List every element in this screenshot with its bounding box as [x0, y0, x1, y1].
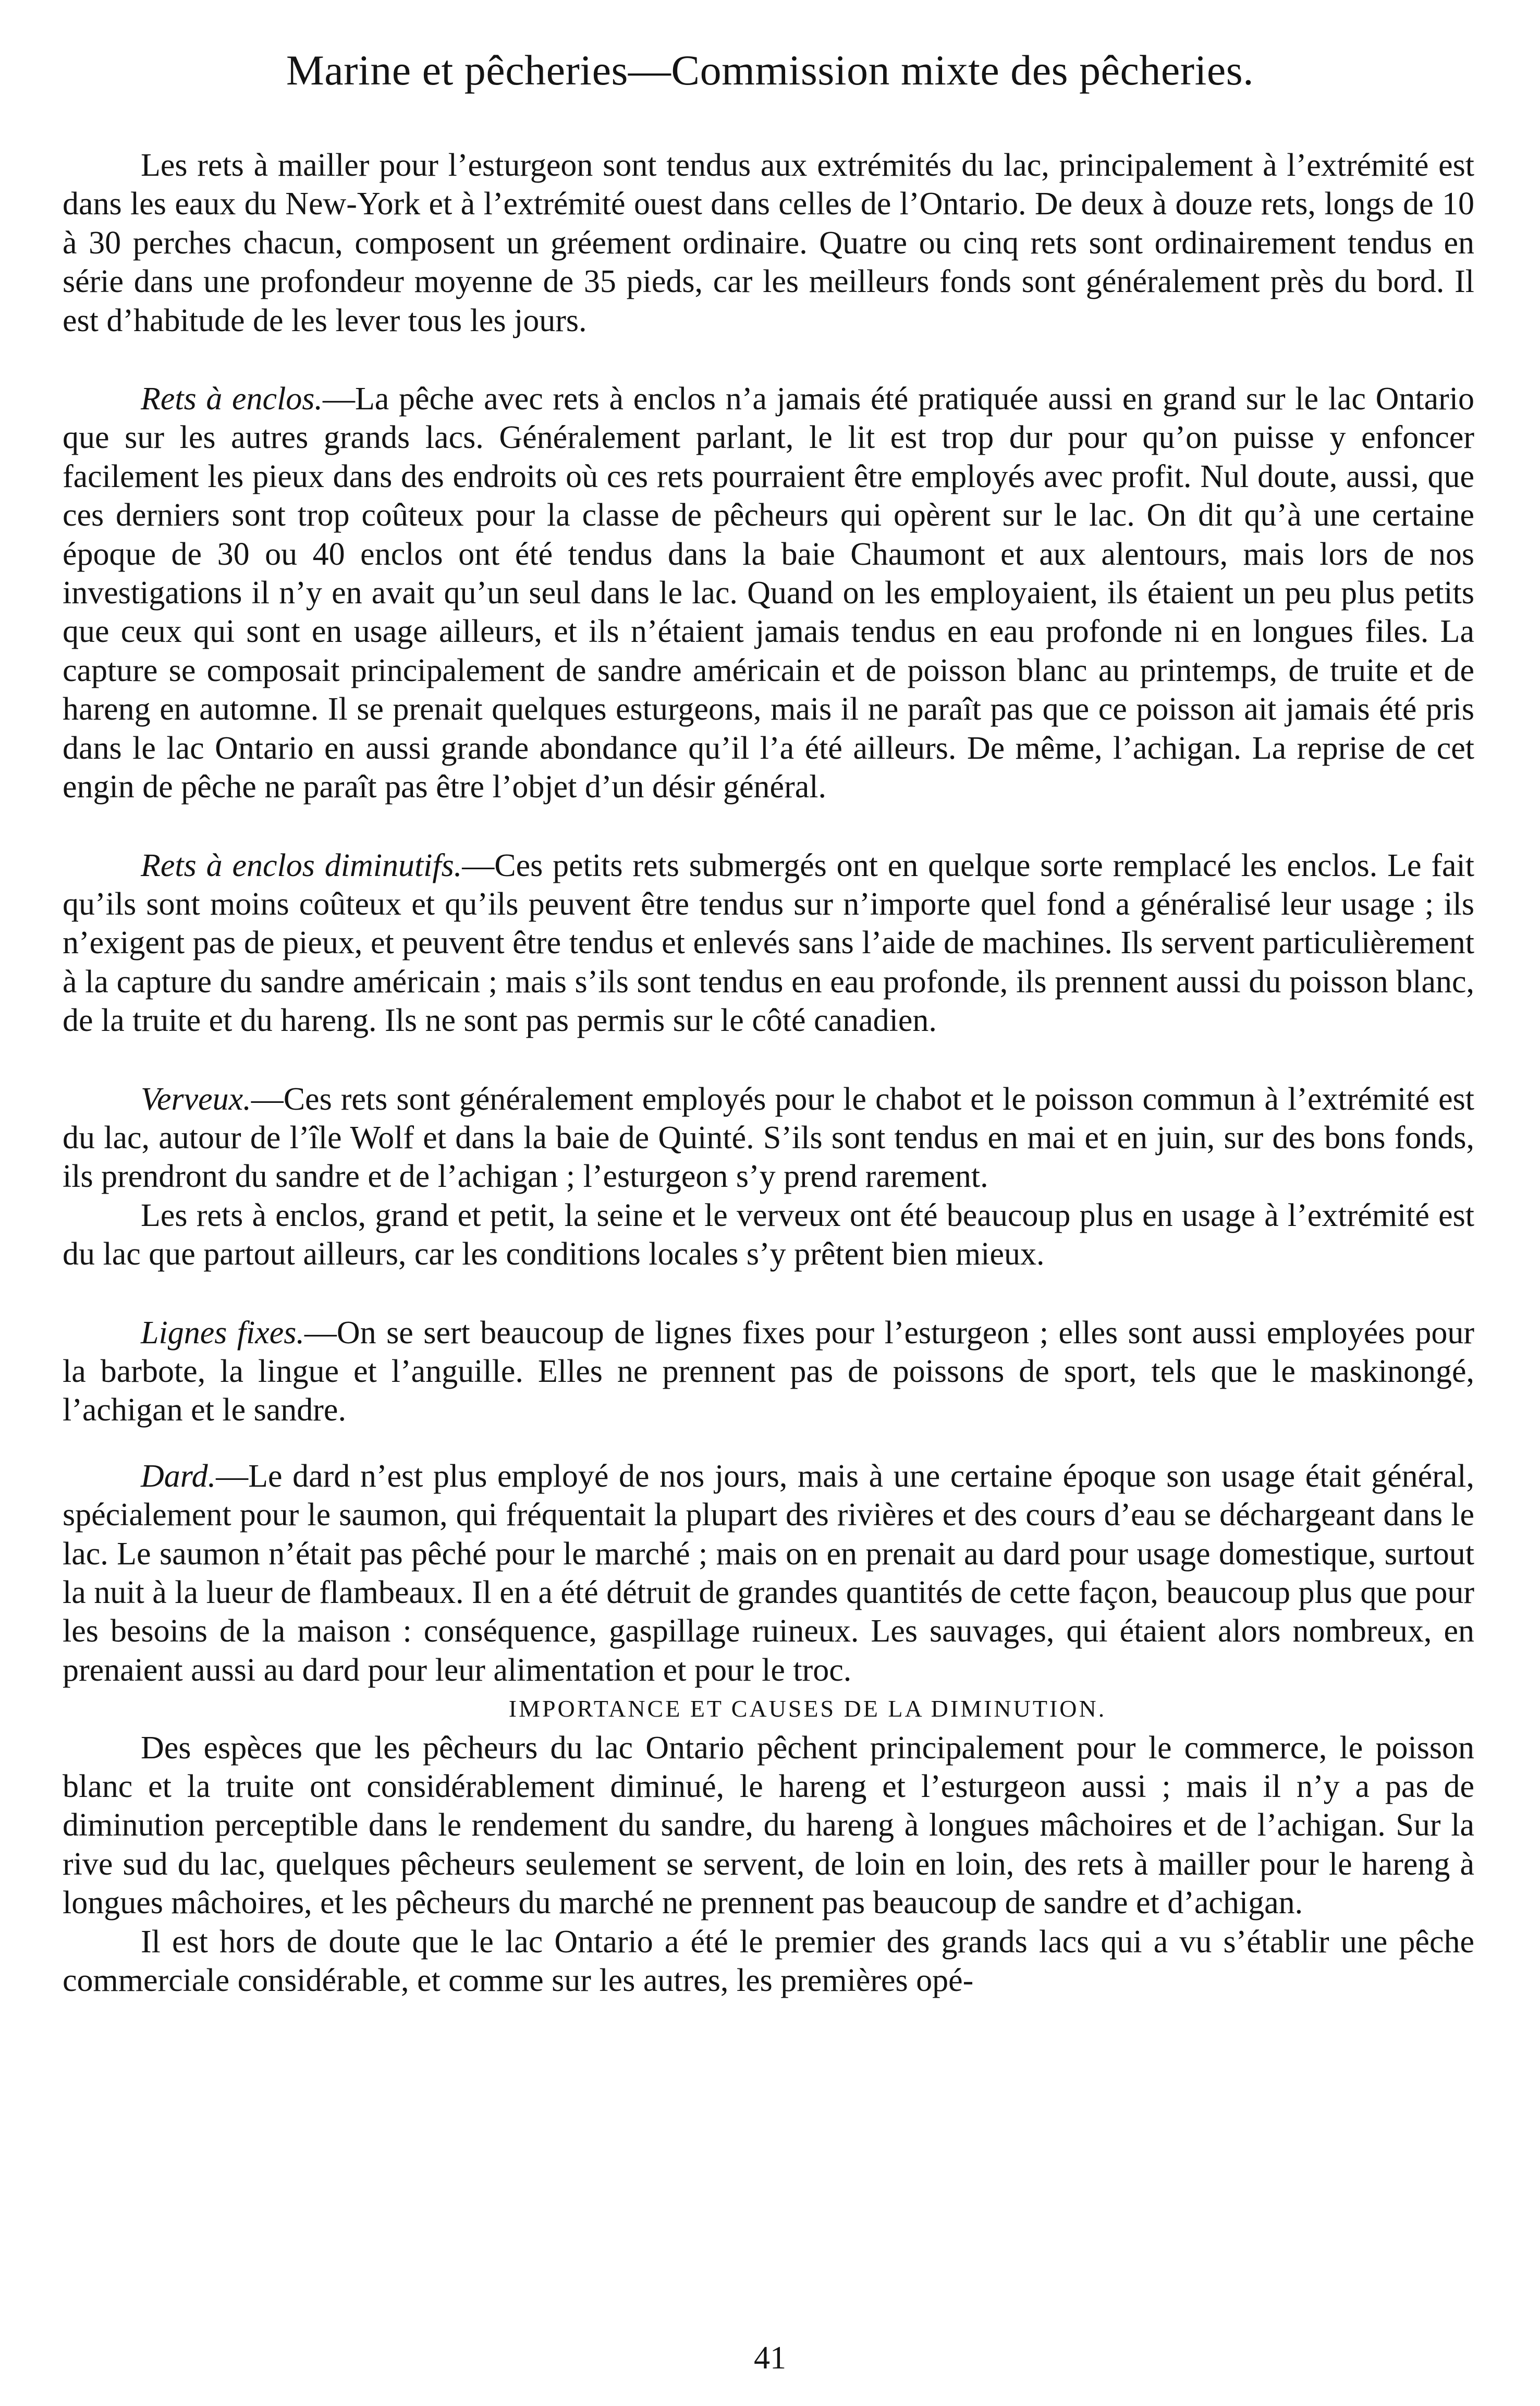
paragraph-text: —On se sert beaucoup de lignes fixes pour l’esturgeon ; elles sont aussi employées pour la barbote, la lingue et l’anguille. Elles ne prennent pas de poissons de sport, tels que le maskinongé, l’achigan et le sandre.	[63, 1315, 1474, 1428]
paragraph-sturgeon-nets	[63, 146, 1474, 340]
paragraph-verveux	[63, 1080, 1474, 1196]
paragraph-text: Des espèces que les pêcheurs du lac Ontario pêchent principalement pour le commerce, le poisson blanc et la truite ont considérablement diminué, le hareng et l’esturgeon aussi ; mais il n’y a pas de diminution perceptible dans le rendement du sandre, du hareng à longues mâchoires et de l’achigan. Sur la rive sud du lac, quelques pêcheurs seulement se servent, de loin en loin, des rets à mailler pour le hareng à longues mâchoires, et les pêcheurs du marché ne prennent pas beaucoup de sandre et d’achigan.	[63, 1730, 1474, 1921]
section-heading: IMPORTANCE ET CAUSES DE LA DIMINUTION.	[508, 1695, 1107, 1722]
paragraph-text: Il est hors de doute que le lac Ontario a été le premier des grands lacs qui a vu s’établir une pêche commerciale considérable, et comme sur les autres, les premières opé-	[63, 1924, 1474, 1999]
paragraph-lead: Lignes fixes.	[141, 1315, 304, 1351]
page-title: Marine et pêcheries—Commission mixte des pêcheries.	[286, 46, 1254, 94]
paragraph-local-conditions	[63, 1196, 1474, 1274]
paragraph-lead: Verveux.	[141, 1081, 251, 1117]
paragraph-commercial-fishery	[63, 1923, 1474, 2000]
paragraph-lead: Rets à enclos diminutifs.	[141, 847, 462, 883]
paragraph-lignes-fixes	[63, 1314, 1474, 1430]
paragraph-dard	[63, 1457, 1474, 1690]
paragraph-species-decline	[63, 1729, 1474, 1923]
paragraph-rets-a-enclos	[63, 380, 1474, 806]
main-text	[63, 146, 1474, 2000]
paragraph-lead: Dard.	[141, 1458, 216, 1494]
page-number: 41	[754, 2340, 786, 2376]
paragraph-text: —Ces petits rets submergés ont en quelque sorte remplacé les enclos. Le fait qu’ils sont moins coûteux et qu’ils peuvent être tendus sur n’importe quel fond a généralisé leur usage ; ils n’exigent pas de pieux, et peuvent être tendus et enlevés sans l’aide de machines. Ils servent particulièrement à la capture du sandre américain ; mais s’ils sont tendus en eau profonde, ils prennent aussi du poisson blanc, de la truite et du hareng. Ils ne sont pas permis sur le côté canadien.	[63, 847, 1474, 1039]
paragraph-text: —Ces rets sont généralement employés pour le chabot et le poisson commun à l’extrémité est du lac, autour de l’île Wolf et dans la baie de Quinté. S’ils sont tendus en mai et en juin, sur des bons fonds, ils prendront du sandre et de l’achigan ; l’esturgeon s’y prend rarement.	[63, 1081, 1474, 1195]
paragraph-text: Les rets à mailler pour l’esturgeon sont tendus aux extrémités du lac, principalement à l’extrémité est dans les eaux du New-York et à l’extrémité ouest dans celles de l’Ontario. De deux à douze rets, longs de 10 à 30 perches chacun, composent un gréement ordinaire. Quatre ou cinq rets sont ordinairement tendus en série dans une profondeur moyenne de 35 pieds, car les meilleurs fonds sont généralement près du bord. Il est d’habitude de les lever tous les jours.	[63, 148, 1474, 338]
paragraph-lead: Rets à enclos.	[141, 381, 323, 417]
paragraph-text: —Le dard n’est plus employé de nos jours, mais à une certaine époque son usage était général, spécialement pour le saumon, qui fréquentait la plupart des rivières et des cours d’eau se déchargeant dans le lac. Le saumon n’était pas pêché pour le marché ; mais on en prenait au dard pour usage domestique, surtout la nuit à la lueur de flambeaux. Il en a été détruit de grandes quantités de cette façon, beaucoup plus que pour les besoins de la maison : conséquence, gaspillage ruineux. Les sauvages, qui étaient alors nombreux, en prenaient aussi au dard pour leur alimentation et pour le troc.	[63, 1458, 1474, 1688]
paragraph-text: Les rets à enclos, grand et petit, la seine et le verveux ont été beaucoup plus en usage à l’extrémité est du lac que partout ailleurs, car les conditions locales s’y prêtent bien mieux.	[63, 1197, 1474, 1272]
paragraph-rets-a-enclos-diminutifs	[63, 846, 1474, 1040]
paragraph-text: —La pêche avec rets à enclos n’a jamais été pratiquée aussi en grand sur le lac Ontario que sur les autres grands lacs. Généralement parlant, le lit est trop dur pour qu’on puisse y enfoncer facilement les pieux dans des endroits où ces rets pourraient être employés avec profit. Nul doute, aussi, que ces derniers sont trop coûteux pour la classe de pêcheurs qui opèrent sur le lac. On dit qu’à une certaine époque de 30 ou 40 enclos ont été tendus dans la baie Chaumont et aux alentours, mais lors de nos investigations il n’y en avait qu’un seul dans le lac. Quand on les employaient, ils étaient un peu plus petits que ceux qui sont en usage ailleurs, et ils n’étaient jamais tendus en eau profonde ni en longues files. La capture se composait principalement de sandre américain et de poisson blanc au printemps, de truite et de hareng en automne. Il se prenait quelques esturgeons, mais il ne paraît pas que ce poisson ait jamais été pris dans le lac Ontario en aussi grande abondance qu’il l’a été ailleurs. De même, l’achigan. La reprise de cet engin de pêche ne paraît pas être l’objet d’un désir général.	[63, 381, 1474, 805]
